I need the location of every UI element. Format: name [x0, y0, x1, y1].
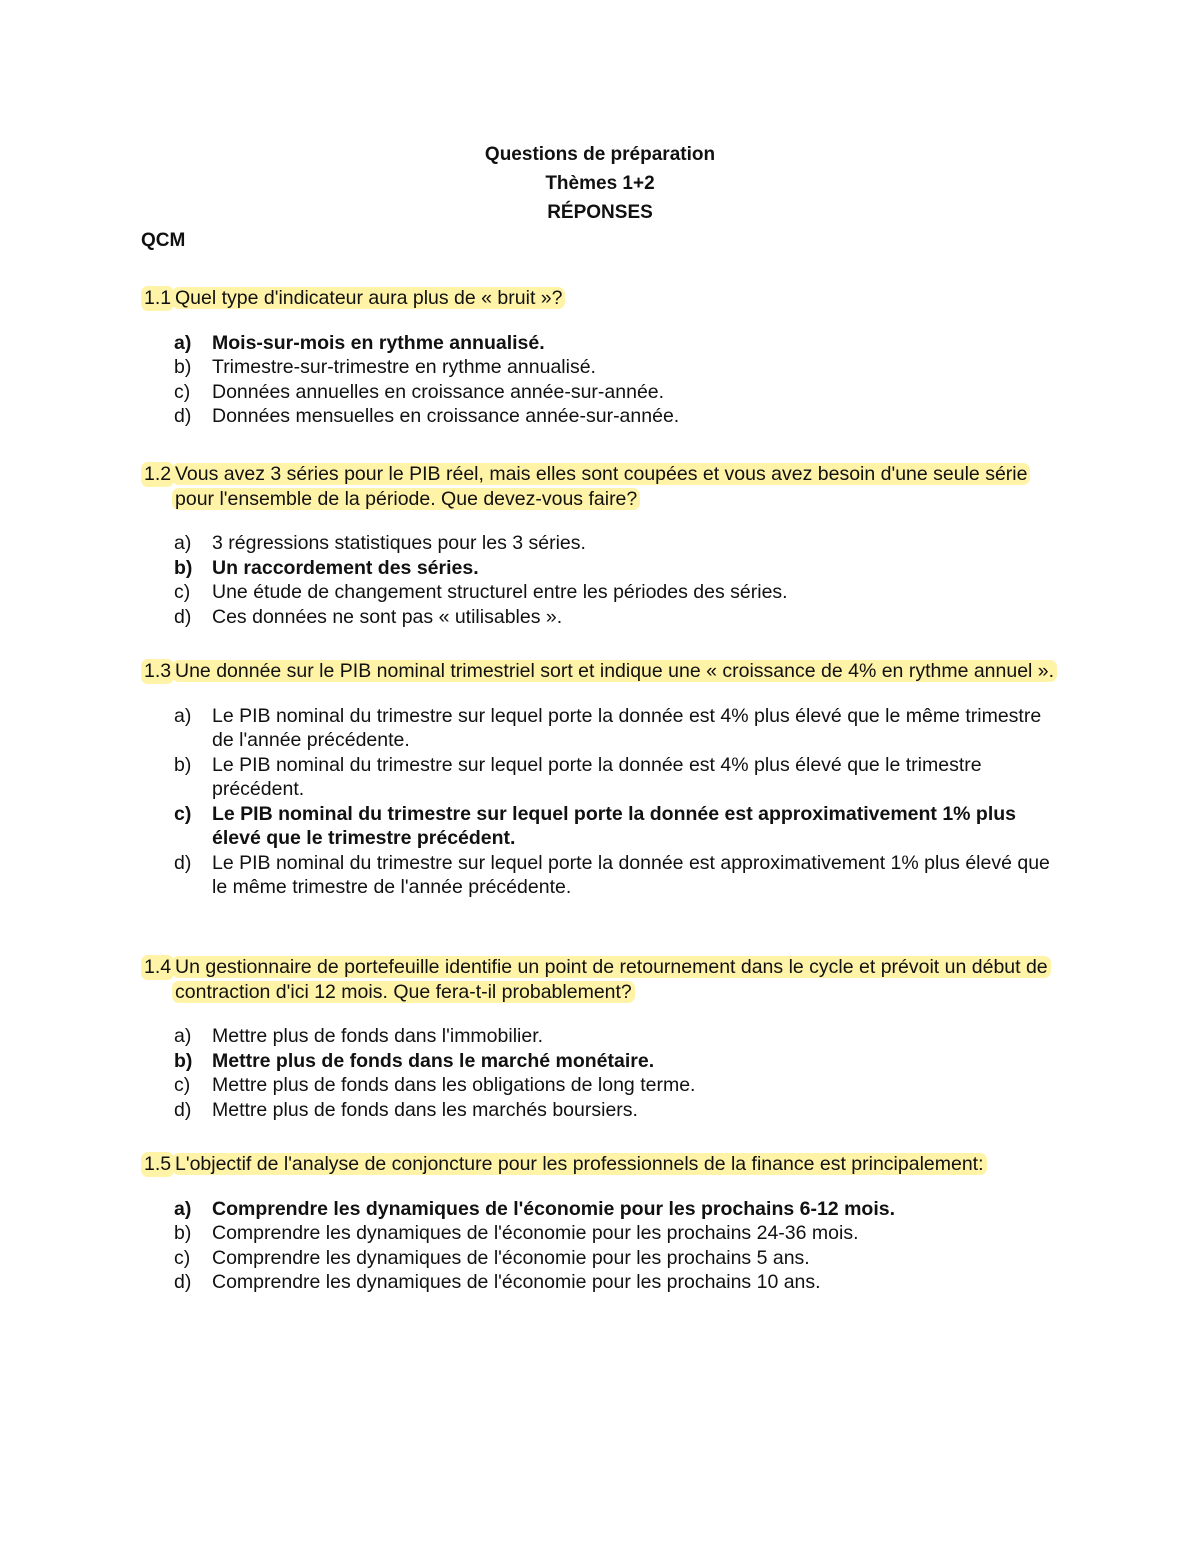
- option-letter: c): [174, 802, 192, 825]
- option-text: Mettre plus de fonds dans l'immobilier.: [212, 1025, 544, 1047]
- question-block: [137, 1152, 1067, 1295]
- option-list: [137, 1024, 1067, 1122]
- option-text: Données annuelles en croissance année-sur-année.: [212, 380, 665, 403]
- option-text: 3 régressions statistiques pour les 3 séries.: [212, 532, 586, 554]
- answer-option: [137, 531, 1067, 556]
- option-text: Trimestre-sur-trimestre en rythme annualisé.: [212, 356, 596, 378]
- correct-answer-option: [137, 1197, 1067, 1222]
- option-letter: b): [174, 1049, 193, 1072]
- option-letter: c): [174, 581, 191, 603]
- option-letter: c): [174, 380, 191, 403]
- question-title: [137, 462, 1067, 511]
- option-letter: d): [174, 405, 192, 427]
- question-title: [137, 286, 1067, 311]
- option-text: Comprendre les dynamiques de l'économie pour les prochains 5 ans.: [212, 1246, 810, 1269]
- question-block: [137, 659, 1067, 900]
- option-letter: d): [174, 605, 192, 628]
- question-title: [137, 1152, 1067, 1177]
- answer-option: [137, 851, 1067, 900]
- answer-option: [137, 1270, 1067, 1295]
- question-block: [137, 286, 1067, 429]
- answer-option: [137, 1073, 1067, 1098]
- answer-option: [137, 1221, 1067, 1246]
- question-number: 1.1: [141, 286, 174, 311]
- question-number: 1.4: [141, 955, 174, 980]
- correct-answer-option: [137, 1049, 1067, 1074]
- option-letter: b): [174, 1222, 192, 1244]
- document-title: Questions de préparation: [484, 144, 716, 165]
- document-header: [0, 140, 1200, 227]
- option-text: Mettre plus de fonds dans le marché monétaire.: [212, 1049, 655, 1072]
- option-text: Comprendre les dynamiques de l'économie pour les prochains 10 ans.: [212, 1271, 821, 1293]
- question-number: 1.2: [141, 462, 174, 487]
- answer-option: [137, 1024, 1067, 1049]
- answer-option: [137, 1098, 1067, 1123]
- option-letter: a): [174, 331, 192, 354]
- option-text: Une étude de changement structurel entre les périodes des séries.: [212, 581, 788, 603]
- option-letter: d): [174, 1271, 192, 1293]
- correct-answer-option: [137, 802, 1067, 851]
- answer-option: [137, 404, 1067, 429]
- question-number: 1.5: [141, 1152, 174, 1177]
- option-text: Le PIB nominal du trimestre sur lequel porte la donnée est 4% plus élevé que le même trimestre de l'année précédente.: [212, 704, 1042, 751]
- correct-answer-option: [137, 331, 1067, 356]
- option-list: [137, 331, 1067, 429]
- option-text: Mettre plus de fonds dans les obligations de long terme.: [212, 1074, 696, 1096]
- option-letter: b): [174, 356, 192, 378]
- document-answers-label: RÉPONSES: [547, 202, 653, 223]
- option-letter: b): [174, 556, 193, 579]
- option-text: Données mensuelles en croissance année-sur-année.: [212, 405, 680, 427]
- answer-option: [137, 355, 1067, 380]
- question-text: Une donnée sur le PIB nominal trimestriel sort et indique une « croissance de 4% en rythme annuel ».: [172, 660, 1057, 682]
- option-text: Comprendre les dynamiques de l'économie pour les prochains 6-12 mois.: [212, 1197, 895, 1220]
- option-list: [137, 1197, 1067, 1295]
- option-text: Ces données ne sont pas « utilisables ».: [212, 605, 563, 628]
- option-letter: a): [174, 532, 192, 554]
- option-text: Mettre plus de fonds dans les marchés boursiers.: [212, 1098, 638, 1121]
- question-block: [137, 955, 1067, 1122]
- answer-option: [137, 1246, 1067, 1271]
- answer-option: [137, 580, 1067, 605]
- question-text: Vous avez 3 séries pour le PIB réel, mais elles sont coupées et vous avez besoin d'une seule série pour l'ensemble de la période. Que devez-vous faire?: [172, 463, 1030, 510]
- answer-option: [137, 704, 1067, 753]
- option-list: [137, 531, 1067, 629]
- question-title: [137, 659, 1067, 684]
- section-label: QCM: [141, 230, 186, 251]
- document-subtitle: Thèmes 1+2: [545, 173, 655, 194]
- option-text: Le PIB nominal du trimestre sur lequel porte la donnée est 4% plus élevé que le trimestre précédent.: [212, 753, 982, 800]
- option-text: Comprendre les dynamiques de l'économie pour les prochains 24-36 mois.: [212, 1222, 859, 1244]
- option-letter: a): [174, 704, 192, 727]
- option-letter: d): [174, 1098, 192, 1121]
- option-letter: a): [174, 1197, 192, 1220]
- question-text: Quel type d'indicateur aura plus de « bruit »?: [172, 287, 565, 309]
- answer-option: [137, 380, 1067, 405]
- option-letter: c): [174, 1246, 191, 1269]
- option-text: Le PIB nominal du trimestre sur lequel porte la donnée est approximativement 1% plus élevé que le trimestre précédent.: [212, 802, 1017, 849]
- question-text: Un gestionnaire de portefeuille identifie un point de retournement dans le cycle et prévoit un début de contraction d'ici 12 mois. Que fera-t-il probablement?: [172, 956, 1051, 1003]
- option-text: Le PIB nominal du trimestre sur lequel porte la donnée est approximativement 1% plus élevé que le même trimestre de l'année précédente.: [212, 851, 1050, 898]
- option-letter: d): [174, 851, 192, 874]
- question-text: L'objectif de l'analyse de conjoncture pour les professionnels de la finance est principalement:: [172, 1153, 987, 1175]
- question-block: [137, 462, 1067, 629]
- option-text: Mois-sur-mois en rythme annualisé.: [212, 331, 545, 354]
- option-list: [137, 704, 1067, 900]
- question-number: 1.3: [141, 659, 174, 684]
- option-letter: b): [174, 753, 192, 776]
- option-text: Un raccordement des séries.: [212, 556, 479, 579]
- answer-option: [137, 753, 1067, 802]
- answer-option: [137, 605, 1067, 630]
- correct-answer-option: [137, 556, 1067, 581]
- option-letter: a): [174, 1025, 192, 1047]
- option-letter: c): [174, 1074, 191, 1096]
- question-title: [137, 955, 1067, 1004]
